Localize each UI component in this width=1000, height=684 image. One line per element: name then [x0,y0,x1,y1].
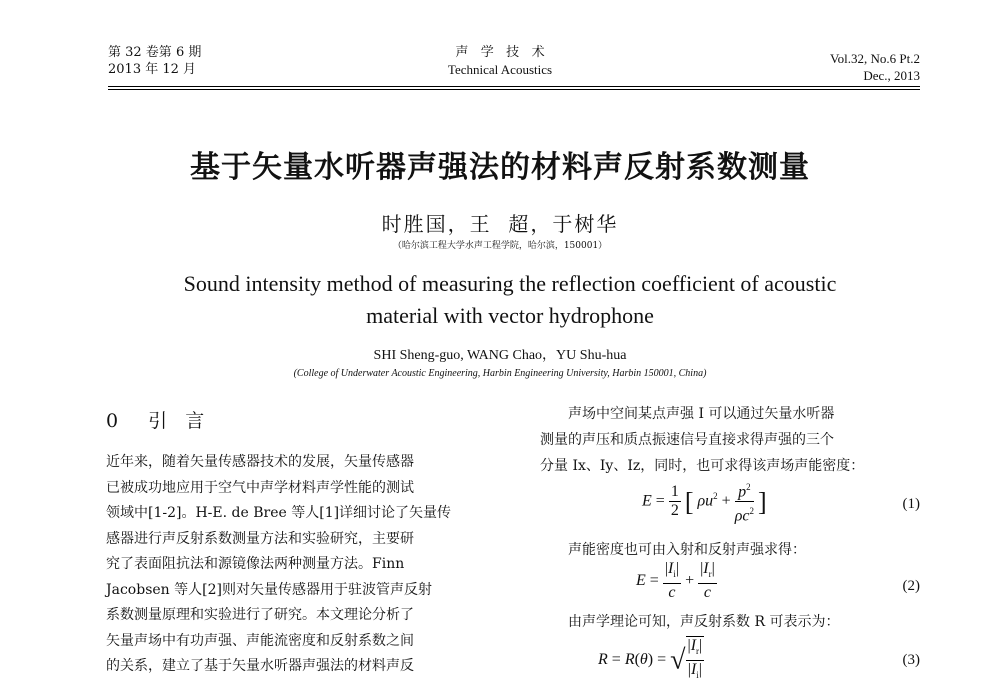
header-rule [108,86,920,87]
header-date: 2013 年 12 月 [108,62,197,77]
right-para1-line2: 测量的声压和质点振速信号直接求得声强的三个 [540,432,834,448]
equation-3: R = R(θ) = √ $\frac{|I_r|}{|I_i|}$ [598,636,704,684]
left-line: 感器进行声反射系数测量方法和实验研究，主要研 [106,530,414,547]
header-vol-en: Vol.32, No.6 Pt.2 [829,51,920,66]
equation-3-number: (3) [902,652,920,668]
left-line: 究了表面阻抗法和源镜像法两种测量方法。Finn [106,556,405,572]
title-en-line1: Sound intensity method of measuring the reflection coefficient of acoustic [183,271,837,296]
affiliation-en: (College of Underwater Acoustic Engineering, Harbin Engineering University, Harbin 150001, China) [293,368,707,379]
title-en-line2: material with vector hydrophone [366,303,654,328]
right-para1-line1: 声场中空间某点声强 I 可以通过矢量水听器 [568,406,835,422]
left-column [106,450,500,680]
equation-1: E = $\frac{1}{2}$ [ $\rho u^2$ + $\frac{p^2}{\rho c^2}$ ] [642,478,767,526]
right-para2: 声能密度也可由入射和反射声强求得： [568,542,806,558]
left-line: 矢量声场中有功声强、声能流密度和反射系数之间 [106,632,414,649]
left-line: 系数测量原理和实验进行了研究。本文理论分析了 [106,607,414,623]
left-line: 的关系，建立了基于矢量水听器声强法的材料声反 [106,658,414,674]
title-cn: 基于矢量水听器声强法的材料声反射系数测量 [190,150,810,185]
left-line: Jacobsen 等人[2]则对矢量传感器用于驻波管声反射 [106,581,432,598]
header-date-en: Dec., 2013 [863,68,920,83]
title-en [100,268,920,332]
affiliation-cn: （哈尔滨工程大学水声工程学院，哈尔滨，150001） [392,241,608,251]
left-line: 领域中[1-2]。H-E. de Bree 等人[1]详细讨论了矢量传 [106,505,452,521]
header-rule-2 [108,89,920,90]
header-left [108,44,201,78]
equation-1-number: (1) [902,496,920,512]
equation-2-number: (2) [902,578,920,594]
section-heading: 0 引 言 [106,410,211,432]
right-para1-line3: 分量 Ix、Iy、Iz，同时，也可求得该声场声能密度： [540,458,865,474]
header-right [830,50,920,84]
header-volume: 第 32 卷第 6 期 [108,45,202,60]
authors-cn: 时胜国，王 超，于树华 [381,212,619,236]
authors-en: SHI Sheng-guo, WANG Chao，YU Shu-hua [373,348,627,363]
left-line: 已被成功地应用于空气中声学材料声学性能的测试 [106,479,414,496]
left-line: 近年来，随着矢量传感器技术的发展，矢量传感器 [106,454,414,470]
journal-title-en: Technical Acoustics [447,62,553,77]
equation-2: E = $\frac{|I_i|}{c}$ + $\frac{|I_r|}{c}$ [636,560,715,602]
journal-title-cn: 声 学 技 术 [455,45,545,60]
header-center [400,44,600,78]
right-para3: 由声学理论可知，声反射系数 R 可表示为： [568,614,840,630]
